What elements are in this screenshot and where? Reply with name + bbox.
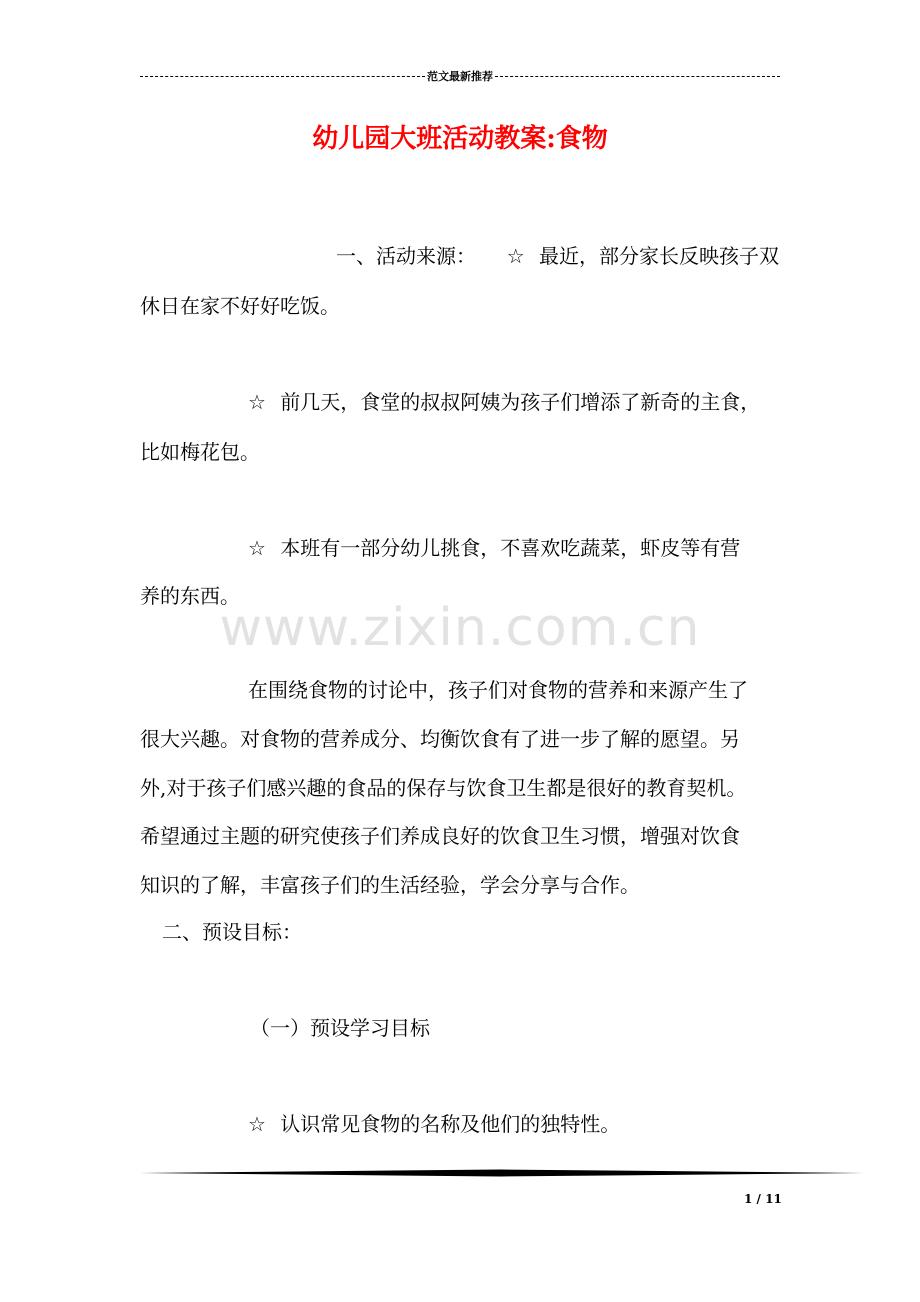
- subsection-heading-learning-goals: （一）预设学习目标: [250, 1016, 430, 1040]
- header-label: 范文最新推荐: [427, 70, 493, 83]
- source-text-1a: 最近，部分家长反映孩子双: [539, 244, 780, 268]
- footer-divider: [140, 1166, 864, 1178]
- source-text-1b: 休日在家不好好吃饭。: [140, 294, 340, 318]
- star-icon: ☆: [506, 244, 525, 268]
- source-text-3b: 养的东西。: [140, 584, 240, 608]
- page-header: [140, 66, 780, 86]
- header-dash-left: [140, 76, 425, 77]
- source-text-3a: 本班有一部分幼儿挑食，不喜欢吃蔬菜，虾皮等有营: [280, 536, 741, 560]
- source-text-2a: 前几天，食堂的叔叔阿姨为孩子们增添了新奇的主食，: [280, 390, 761, 414]
- page-number: 1 / 11: [744, 1192, 782, 1206]
- paragraph-line-1: 在围绕食物的讨论中，孩子们对食物的营养和来源产生了: [248, 678, 748, 702]
- paragraph-line-4: 希望通过主题的研究使孩子们养成良好的饮食卫生习惯，增强对饮食: [140, 824, 740, 848]
- paragraph-line-3: 外,对于孩子们感兴趣的食品的保存与饮食卫生都是很好的教育契机。: [140, 776, 747, 800]
- paragraph-line-5: 知识的了解，丰富孩子们的生活经验，学会分享与合作。: [140, 873, 640, 897]
- star-icon: ☆: [248, 390, 266, 414]
- watermark: www.zixin.com.cn: [219, 598, 701, 658]
- document-title: 幼儿园大班活动教案:食物: [312, 124, 608, 154]
- star-icon: ☆: [248, 1112, 266, 1136]
- source-text-2b: 比如梅花包。: [140, 440, 260, 464]
- star-icon: ☆: [248, 536, 266, 560]
- goal-text-1: 认识常见食物的名称及他们的独特性。: [280, 1112, 621, 1136]
- source-line-2: [248, 388, 760, 416]
- goal-line-1: [248, 1110, 620, 1138]
- paragraph-line-2: 很大兴趣。对食物的营养成分、均衡饮食有了进一步了解的愿望。另: [140, 727, 740, 751]
- source-line-1: [336, 242, 779, 270]
- header-dash-right: [495, 76, 780, 77]
- section-heading-goals: 二、预设目标：: [162, 920, 302, 944]
- section-heading-source: 一、活动来源：: [336, 244, 476, 268]
- source-line-3: [248, 534, 740, 562]
